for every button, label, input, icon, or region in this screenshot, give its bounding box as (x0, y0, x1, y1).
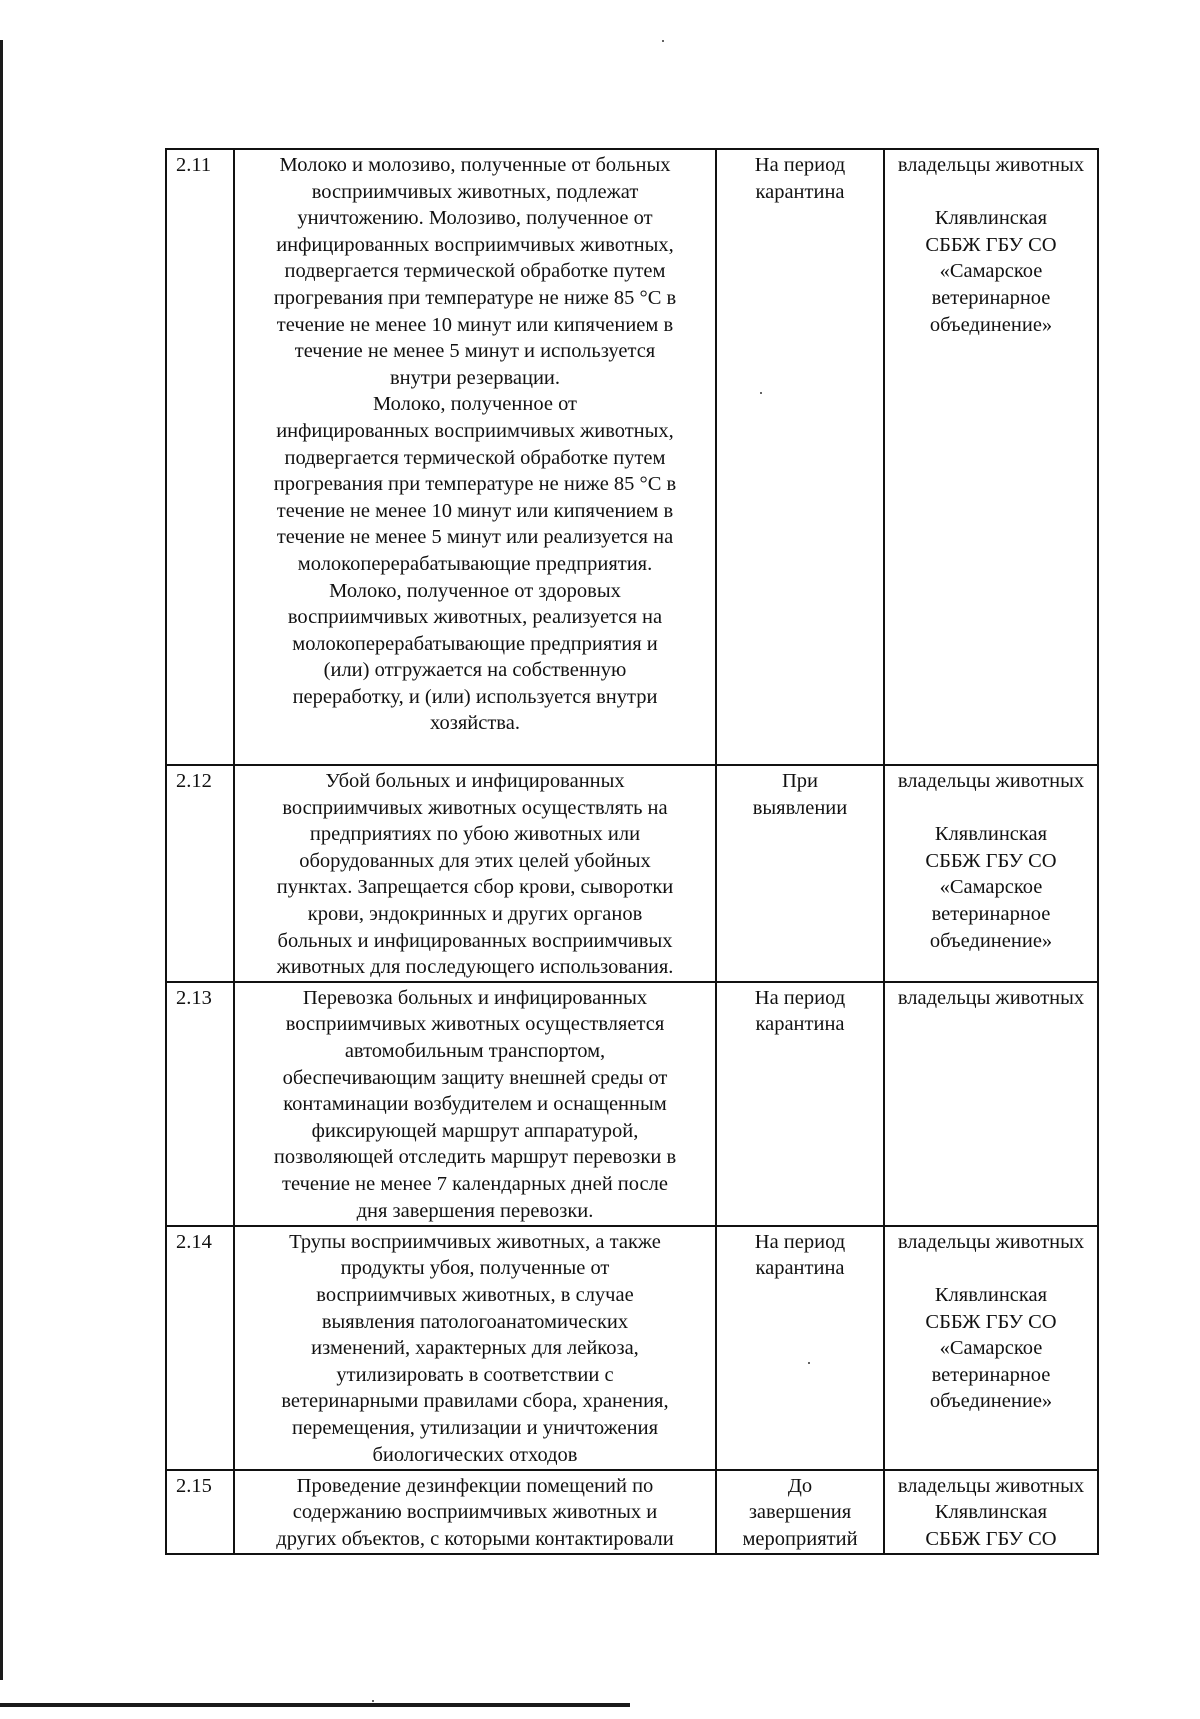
measure-responsible: владельцы животных Клявлинская СББЖ ГБУ СО «Самарское ветеринарное объединение» (884, 765, 1098, 982)
table-row (166, 765, 1098, 982)
measure-term: На период карантина (716, 1226, 884, 1470)
table-row (166, 1470, 1098, 1554)
measure-term: До завершения мероприятий (716, 1470, 884, 1554)
measure-responsible: владельцы животных Клявлинская СББЖ ГБУ СО (884, 1470, 1098, 1554)
measure-description: Убой больных и инфицированных восприимчивых животных осуществлять на предприятиях по убою животных или оборудованных для этих целей убойных пунктах. Запрещается сбор крови, сыворотки крови, эндокринных и других органов больных и инфицированных восприимчивых животных для последующего использования. (234, 765, 716, 982)
scan-edge-bottom (0, 1703, 630, 1707)
measure-description: Перевозка больных и инфицированных восприимчивых животных осуществляется автомобильным транспортом, обеспечивающим защиту внешней среды от контаминации возбудителем и оснащенным фиксирующей маршрут аппаратурой, позволяющей отследить маршрут перевозки в течение не менее 7 календарных дней после дня завершения перевозки. (234, 982, 716, 1226)
scan-edge-left (0, 40, 3, 1680)
scan-speck (372, 1700, 374, 1702)
row-number: 2.15 (166, 1470, 234, 1554)
measure-description: Молоко и молозиво, полученные от больных восприимчивых животных, подлежат уничтожению. Молозиво, полученное от инфицированных восприимчивых животных, подвергается термической обработке путем прогревания при температуре не ниже 85 °С в течение не менее 10 минут или кипячением в течение не менее 5 минут и используется внутри резервации. Молоко, полученное от инфицированных восприимчивых животных, подвергается термической обработке путем прогревания при температуре не ниже 85 °С в течение не менее 10 минут или кипячением в течение не менее 5 минут или реализуется на молокоперерабатывающие предприятия. Молоко, полученное от здоровых восприимчивых животных, реализуется на молокоперерабатывающие предприятия и (или) отгружается на собственную переработку, и (или) используется внутри хозяйства. (234, 149, 716, 765)
table-row (166, 1226, 1098, 1470)
measure-responsible: владельцы животных (884, 982, 1098, 1226)
measure-description: Проведение дезинфекции помещений по содержанию восприимчивых животных и других объектов, с которыми контактировали (234, 1470, 716, 1554)
measure-term: На период карантина (716, 149, 884, 765)
row-number: 2.12 (166, 765, 234, 982)
measure-term: При выявлении (716, 765, 884, 982)
table-row (166, 149, 1098, 765)
row-number: 2.11 (166, 149, 234, 765)
scan-speck (662, 40, 664, 42)
measure-description: Трупы восприимчивых животных, а также продукты убоя, полученные от восприимчивых животных, в случае выявления патологоанатомических изменений, характерных для лейкоза, утилизировать в соответствии с ветеринарными правилами сбора, хранения, перемещения, утилизации и уничтожения биологических отходов (234, 1226, 716, 1470)
table-row (166, 982, 1098, 1226)
measures-table (165, 148, 1099, 1555)
measure-responsible: владельцы животных Клявлинская СББЖ ГБУ СО «Самарское ветеринарное объединение» (884, 149, 1098, 765)
measure-responsible: владельцы животных Клявлинская СББЖ ГБУ СО «Самарское ветеринарное объединение» (884, 1226, 1098, 1470)
row-number: 2.13 (166, 982, 234, 1226)
row-number: 2.14 (166, 1226, 234, 1470)
measure-term: На период карантина (716, 982, 884, 1226)
